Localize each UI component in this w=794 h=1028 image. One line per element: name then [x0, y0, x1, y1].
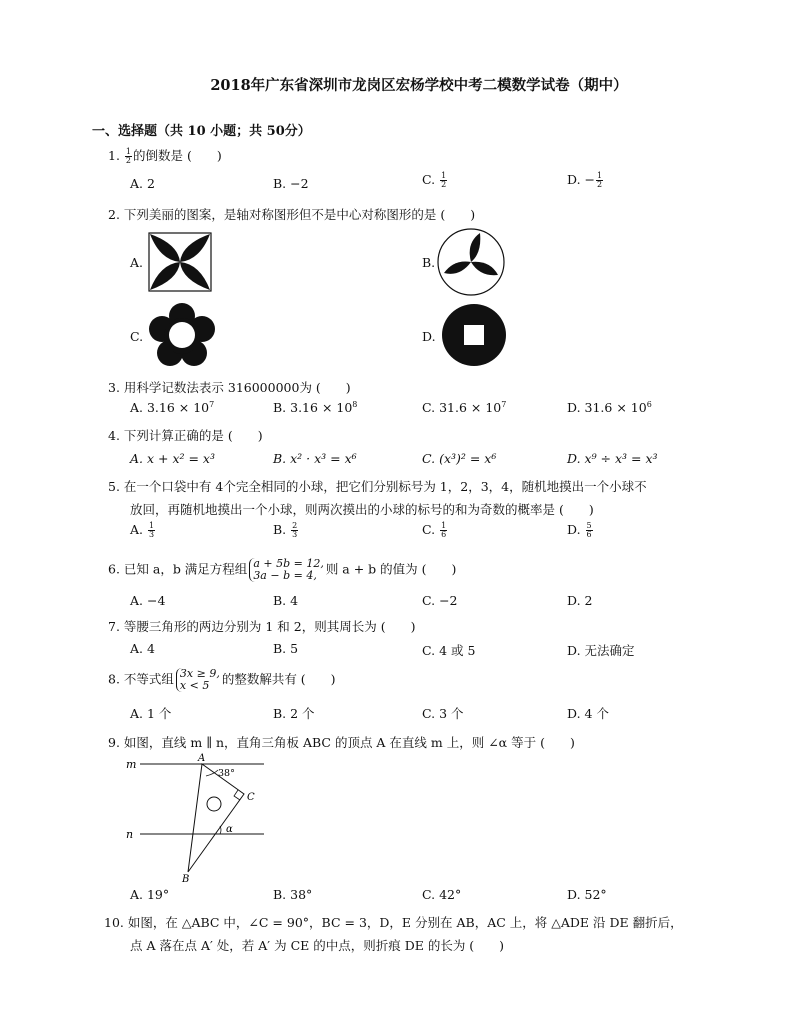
q9-label-n: n [126, 828, 134, 841]
q2-option-a[interactable]: A. [130, 255, 144, 270]
q9-option-c[interactable]: C. 42° [422, 887, 462, 902]
q9-label-c: C [247, 792, 255, 803]
q1-frac-num: 1 [125, 147, 132, 156]
q2-figure-a [148, 232, 212, 292]
q8-eq-1: 3x ≥ 9, [179, 667, 220, 680]
q1-d-fraction [596, 172, 603, 189]
q5-d-fraction [586, 522, 593, 539]
q1-option-d[interactable] [567, 172, 604, 189]
q6-option-b[interactable]: B. 4 [273, 593, 299, 608]
q2-option-b[interactable]: B. [422, 255, 436, 270]
q9-label-m: m [126, 758, 137, 771]
q3-option-b[interactable] [273, 400, 357, 415]
q1-d-num: 1 [597, 171, 603, 180]
q1-d-den: 2 [597, 180, 603, 189]
q6-post: 则 a + b 的值为 ( ) [325, 561, 457, 577]
q5-option-c[interactable] [422, 522, 448, 539]
q1-c-den: 2 [441, 180, 447, 189]
q6-option-a[interactable]: A. −4 [130, 593, 166, 608]
q2-figure-d [440, 302, 508, 368]
q1-text: 的倒数是 ( ) [133, 148, 222, 163]
q1-option-a[interactable]: A. 2 [130, 176, 155, 191]
q3-d-text: D. 31.6 × 10 [567, 400, 647, 416]
q4-option-b[interactable]: B. x² · x³ = x⁶ [273, 451, 357, 466]
question-7: 7. 等腰三角形的两边分别为 1 和 2，则其周长为 ( ) [108, 619, 416, 634]
q4-option-a[interactable]: A. x + x² = x³ [130, 451, 215, 466]
q5-b-fraction [291, 522, 298, 539]
q4-option-c[interactable]: C. (x³)² = x⁶ [422, 451, 497, 466]
q6-option-d[interactable]: D. 2 [567, 593, 593, 608]
question-2: 2. 下列美丽的图案，是轴对称图形但不是中心对称图形的是 ( ) [108, 207, 476, 222]
q5-d-label: D. [567, 522, 581, 537]
q3-b-exp: 8 [352, 400, 358, 409]
q5-b-num: 2 [292, 521, 298, 530]
question-10-line-2: 点 A 落在点 A′ 处，若 A′ 为 CE 的中点，则折痕 DE 的长为 ( ) [130, 938, 505, 953]
q4-option-d[interactable]: D. x⁹ ÷ x³ = x³ [567, 451, 658, 466]
q5-c-label: C. [422, 522, 436, 537]
q7-option-b[interactable]: B. 5 [273, 641, 299, 656]
q5-a-fraction [148, 522, 155, 539]
q1-frac-den: 2 [125, 156, 132, 165]
q5-a-den: 3 [149, 530, 155, 539]
question-3: 3. 用科学记数法表示 316000000为 ( ) [108, 380, 351, 395]
q6-option-c[interactable]: C. −2 [422, 593, 458, 608]
q6-system [249, 558, 324, 582]
q8-post: 的整数解共有 ( ) [221, 671, 336, 687]
question-8 [108, 668, 336, 692]
q8-option-a[interactable]: A. 1 个 [130, 706, 172, 721]
q5-a-label: A. [130, 522, 144, 537]
question-5-line-1: 5. 在一个口袋中有 4个完全相同的小球，把它们分别标号为 1，2，3，4，随机地摸出一个小球不 [108, 479, 647, 494]
q9-alpha-label: α [226, 824, 233, 835]
q9-figure [122, 752, 272, 884]
q1-number: 1. [108, 148, 120, 163]
q9-angle-label: 38° [218, 768, 235, 779]
question-4: 4. 下列计算正确的是 ( ) [108, 428, 263, 443]
q9-option-b[interactable]: B. 38° [273, 887, 313, 902]
q3-b-text: B. 3.16 × 10 [273, 400, 353, 416]
q5-option-a[interactable] [130, 522, 156, 539]
q1-c-num: 1 [441, 171, 447, 180]
page-title: 2018年广东省深圳市龙岗区宏杨学校中考二模数学试卷（期中） [210, 77, 628, 94]
q8-system [176, 668, 220, 692]
q9-option-d[interactable]: D. 52° [567, 887, 607, 902]
q2-figure-c [148, 302, 216, 368]
q5-option-d[interactable] [567, 522, 594, 539]
question-1 [108, 146, 222, 165]
q3-c-text: C. 31.6 × 10 [422, 400, 502, 416]
q5-option-b[interactable] [273, 522, 299, 539]
q2-option-c[interactable]: C. [130, 329, 144, 344]
q1-option-b[interactable]: B. −2 [273, 176, 309, 191]
q8-option-c[interactable]: C. 3 个 [422, 706, 464, 721]
q3-a-text: A. 3.16 × 10 [130, 400, 210, 416]
q5-a-num: 1 [149, 521, 155, 530]
q1-d-label: D. − [567, 172, 595, 187]
q7-option-c[interactable]: C. 4 或 5 [422, 643, 476, 658]
q5-d-num: 5 [586, 521, 592, 530]
q5-c-fraction [440, 522, 447, 539]
q1-fraction [125, 148, 132, 165]
q9-label-a: A [198, 753, 206, 764]
q3-d-exp: 6 [646, 400, 652, 409]
q5-b-label: B. [273, 522, 287, 537]
q9-label-b: B [182, 874, 190, 884]
q9-option-a[interactable]: A. 19° [130, 887, 170, 902]
question-10-line-1: 10. 如图，在 △ABC 中，∠C = 90°，BC = 3，D，E 分别在 AB，AC 上，将 △ADE 沿 DE 翻折后， [104, 915, 683, 930]
q9-triangle [188, 764, 244, 872]
q2-figure-b [436, 227, 506, 297]
q5-c-num: 1 [441, 521, 447, 530]
q1-c-label: C. [422, 172, 436, 187]
q6-pre: 6. 已知 a，b 满足方程组 [108, 561, 248, 577]
q2-option-d[interactable]: D. [422, 329, 436, 344]
q3-c-exp: 7 [501, 400, 507, 409]
q8-eq-2: x < 5 [179, 679, 210, 692]
q7-option-a[interactable]: A. 4 [130, 641, 155, 656]
q6-eq-1: a + 5b = 12, [253, 557, 324, 570]
q1-option-c[interactable] [422, 172, 448, 189]
section-heading: 一、选择题（共 10 小题；共 50分） [92, 124, 311, 139]
q8-pre: 8. 不等式组 [108, 671, 174, 687]
q8-option-b[interactable]: B. 2 个 [273, 706, 315, 721]
q5-c-den: 6 [441, 530, 447, 539]
q5-d-den: 6 [586, 530, 592, 539]
question-9: 9. 如图，直线 m ∥ n，直角三角板 ABC 的顶点 A 在直线 m 上，则 ∠α 等于 ( ) [108, 735, 575, 750]
q6-eq-2: 3a − b = 4, [253, 569, 317, 582]
q3-option-c[interactable] [422, 400, 506, 415]
q5-b-den: 3 [292, 530, 298, 539]
q1-c-fraction [440, 172, 447, 189]
q3-option-d[interactable] [567, 400, 652, 415]
q8-option-d[interactable]: D. 4 个 [567, 706, 609, 721]
q3-option-a[interactable] [130, 400, 214, 415]
question-5-line-2: 放回，再随机地摸出一个小球，则两次摸出的小球的标号的和为奇数的概率是 ( ) [130, 502, 594, 517]
question-6 [108, 558, 456, 582]
q7-option-d[interactable]: D. 无法确定 [567, 643, 635, 658]
q3-a-exp: 7 [209, 400, 215, 409]
